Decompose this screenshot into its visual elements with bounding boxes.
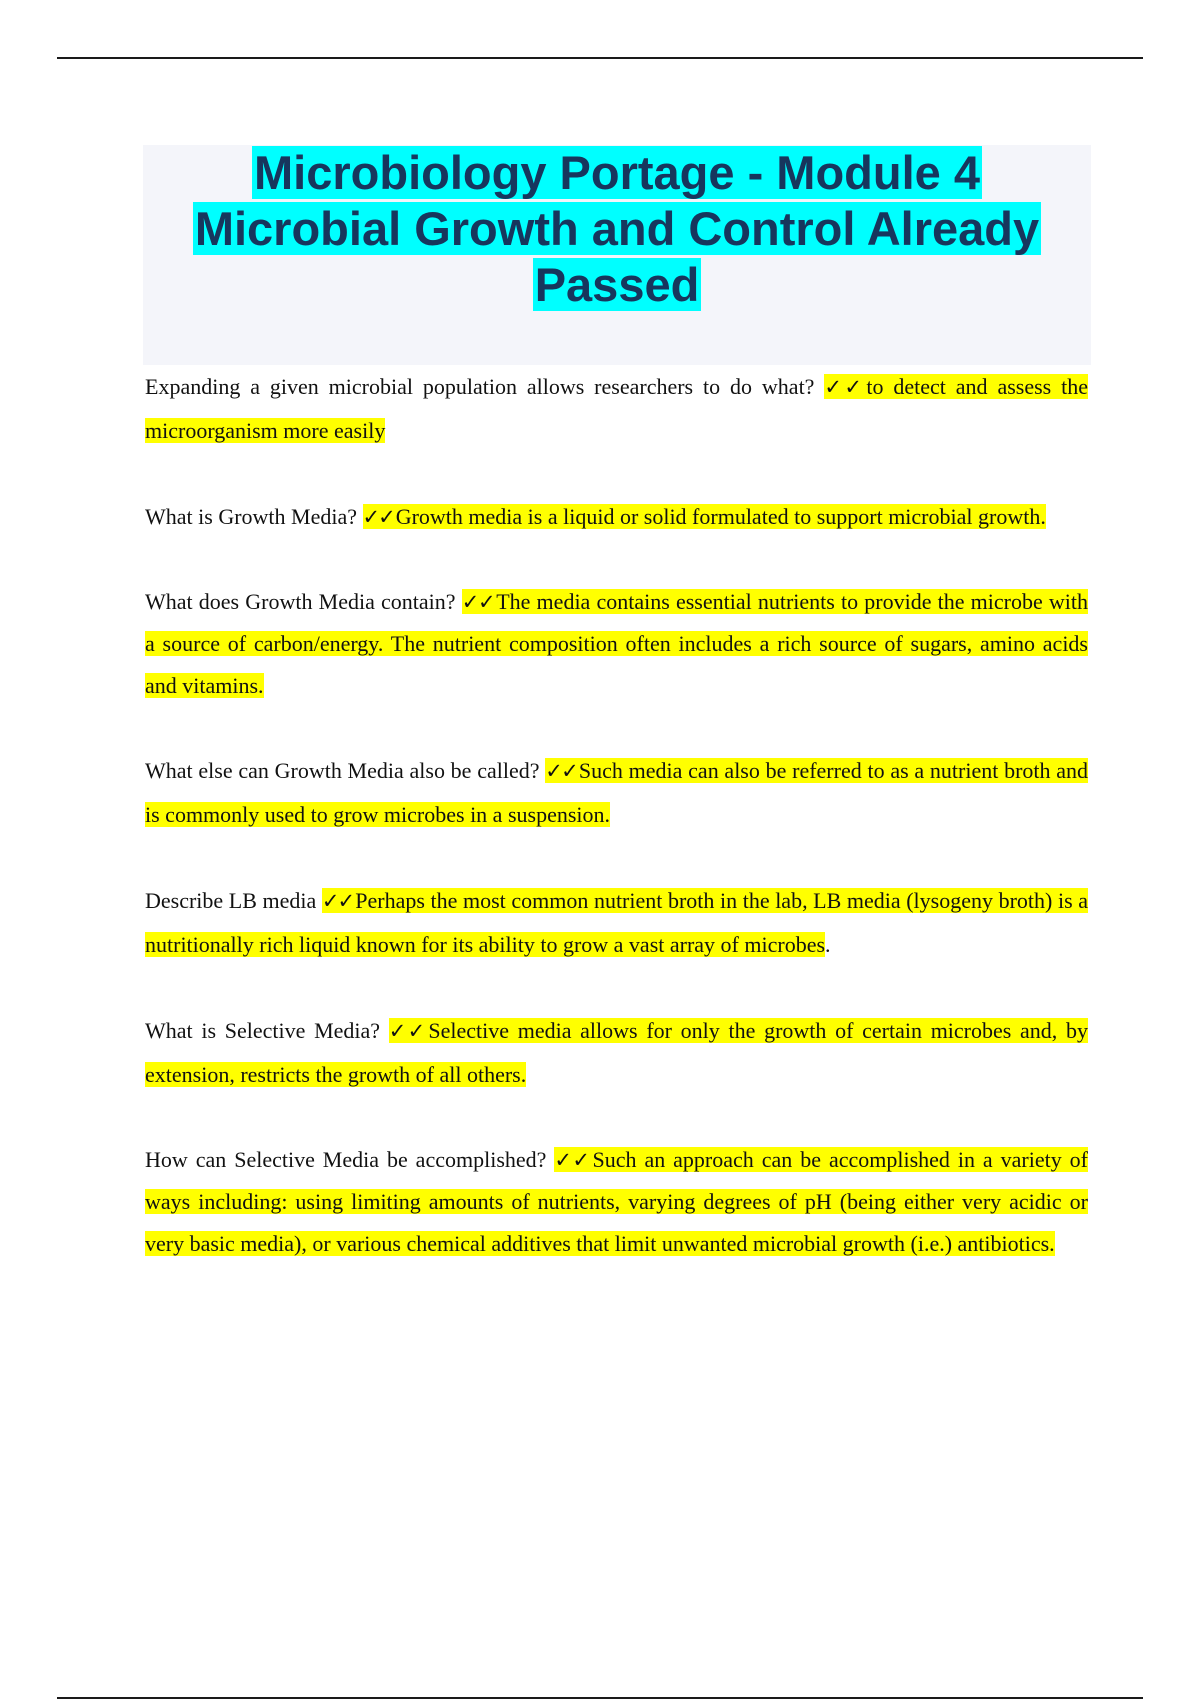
question-text: What is Selective Media? (145, 1018, 381, 1043)
qa-item (145, 581, 1088, 707)
title-block (143, 145, 1091, 365)
question-text: What does Growth Media contain? (145, 589, 456, 614)
double-check-icon: ✓✓ (554, 1148, 591, 1172)
qa-item (145, 365, 1088, 453)
document-title (143, 145, 1091, 313)
title-line-3: Passed (534, 258, 700, 311)
header-rule (57, 57, 1143, 59)
qa-item (145, 1009, 1088, 1097)
double-check-icon: ✓✓ (545, 759, 577, 783)
title-line-1: Microbiology Portage - Module 4 (254, 146, 980, 199)
title-line-2: Microbial Growth and Control Already (194, 202, 1040, 255)
question-text: How can Selective Media be accomplished? (145, 1147, 547, 1172)
qa-item (145, 495, 1088, 539)
double-check-icon: ✓✓ (362, 505, 394, 529)
double-check-icon: ✓✓ (824, 375, 865, 399)
answer-trailing: . (825, 932, 831, 957)
qa-item (145, 1139, 1088, 1265)
double-check-icon: ✓✓ (321, 889, 354, 913)
footer-rule (57, 1697, 1143, 1699)
answer-text: Such an approach can be accomplished in a variety of ways including: using limiting amounts of nutrients, varying degrees of pH (being either very acidic or very basic media), or various chemical additives that limit unwanted microbial growth (i.e.) antibiotics. (145, 1147, 1089, 1256)
double-check-icon: ✓✓ (388, 1019, 427, 1043)
question-text: Describe LB media (145, 888, 317, 913)
answer-text: to detect and assess the microorganism more easily (145, 374, 1088, 443)
answer-text: Growth media is a liquid or solid formulated to support microbial growth. (395, 504, 1046, 529)
question-text: Expanding a given microbial population allows researchers to do what? (145, 374, 815, 399)
question-text: What else can Growth Media also be called? (145, 758, 540, 783)
answer-text: Selective media allows for only the growth of certain microbes and, by extension, restricts the growth of all others. (145, 1018, 1089, 1087)
answer-text: The media contains essential nutrients to provide the microbe with a source of carbon/energy. The nutrient composition often includes a rich source of sugars, amino acids and vitamins. (145, 589, 1089, 698)
double-check-icon: ✓✓ (461, 590, 495, 614)
answer-highlight (363, 504, 1046, 529)
qa-list (145, 365, 1088, 1307)
qa-item (145, 879, 1088, 967)
qa-item (145, 749, 1088, 837)
question-text: What is Growth Media? (145, 504, 357, 529)
answer-text: Perhaps the most common nutrient broth in the lab, LB media (lysogeny broth) is a nutritionally rich liquid known for its ability to grow a vast array of microbes (145, 888, 1088, 957)
answer-text: Such media can also be referred to as a nutrient broth and is commonly used to grow microbes in a suspension. (145, 758, 1089, 827)
